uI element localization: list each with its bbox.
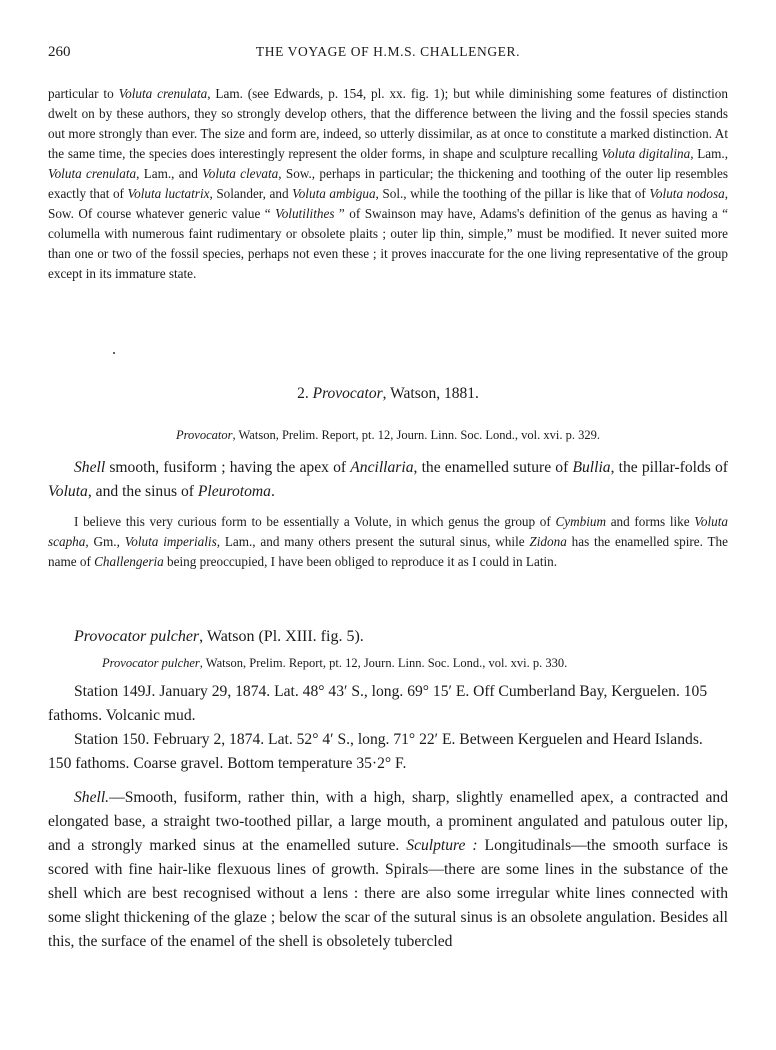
station-list <box>48 680 728 776</box>
genus-remarks: I believe this very curious form to be essentially a Volute, in which genus the group of Cymbium and forms like Voluta scapha, Gm., Voluta imperialis, Lam., and many others present the sutural sinus, while Zidona has the enamelled spire. The name of Challengeria being preoccupied, I have been obliged to reproduce it as I could in Latin. <box>48 514 729 569</box>
print-speck <box>113 352 115 354</box>
genus-heading: 2. Provocator, Watson, 1881. <box>297 385 479 402</box>
running-title: THE VOYAGE OF H.M.S. CHALLENGER. <box>255 44 521 59</box>
page-number: 260 <box>48 44 71 60</box>
page-header <box>48 44 728 64</box>
genus-diagnosis: Shell smooth, fusiform ; having the apex of Ancillaria, the enamelled suture of Bullia, the pillar-folds of Voluta, and the sinus of Pleurotoma. <box>48 459 728 500</box>
species-heading: Provocator pulcher, Watson (Pl. XIII. fig. 5). <box>74 628 364 645</box>
station-entry: Station 149J. January 29, 1874. Lat. 48° 43′ S., long. 69° 15′ E. Off Cumberland Bay, Kerguelen. 105 fathoms. Volcanic mud. <box>48 683 708 724</box>
shell-description: Shell.—Smooth, fusiform, rather thin, with a high, sharp, slightly enamelled apex, a contracted and elongated base, a straight two-toothed pillar, a large mouth, a prominent angulated and patulous outer lip, and a strongly marked sinus at the enamelled suture. Sculpture : Longitudinals—the smooth surface is scored with fine hair-like flexuous lines of growth. Spirals—there are some lines in the substance of the shell which are best recognised without a lens : there are also some irregular white lines connected with some slight thickening of the glaze ; below the scar of the sutural sinus is an obsolete angulation. Besides all this, the surface of the enamel of the shell is obsoletely tubercled <box>48 789 729 950</box>
station-entry: Station 150. February 2, 1874. Lat. 52° 4′ S., long. 71° 22′ E. Between Kerguelen and Heard Islands. 150 fathoms. Coarse gravel. Bottom temperature 35·2° F. <box>48 731 703 772</box>
intro-paragraph: particular to Voluta crenulata, Lam. (see Edwards, p. 154, pl. xx. fig. 1); but while diminishing some features of distinction dwelt on by these authors, they so strongly develop others, that the difference between the living and the fossil species stands out more strongly than ever. The size and form are, indeed, so utterly dissimilar, as at once to constitute a marked distinction. At the same time, the species does interestingly represent the older forms, in shape and sculpture recalling Voluta digitalina, Lam., Voluta crenulata, Lam., and Voluta clevata, Sow., perhaps in particular; the thickening and toothing of the outer lip resembles exactly that of Voluta luctatrix, Solander, and Voluta ambigua, Sol., while the toothing of the pillar is like that of Voluta nodosa, Sow. Of course whatever generic value “ Volutilithes ” of Swainson may have, Adams's definition of the genus as having a “ columella with numerous faint rudimentary or obsolete plaits ; outer lip thin, simple,” must be modified. It never suited more than one or two of the fossil species, perhaps not even these ; it proves inaccurate for the one living representative of the group except in its immature state. <box>48 86 729 281</box>
species-reference: Provocator pulcher, Watson, Prelim. Report, pt. 12, Journ. Linn. Soc. Lond., vol. xvi. p. 330. <box>102 656 568 670</box>
genus-reference: Provocator, Watson, Prelim. Report, pt. 12, Journ. Linn. Soc. Lond., vol. xvi. p. 329. <box>176 428 600 442</box>
